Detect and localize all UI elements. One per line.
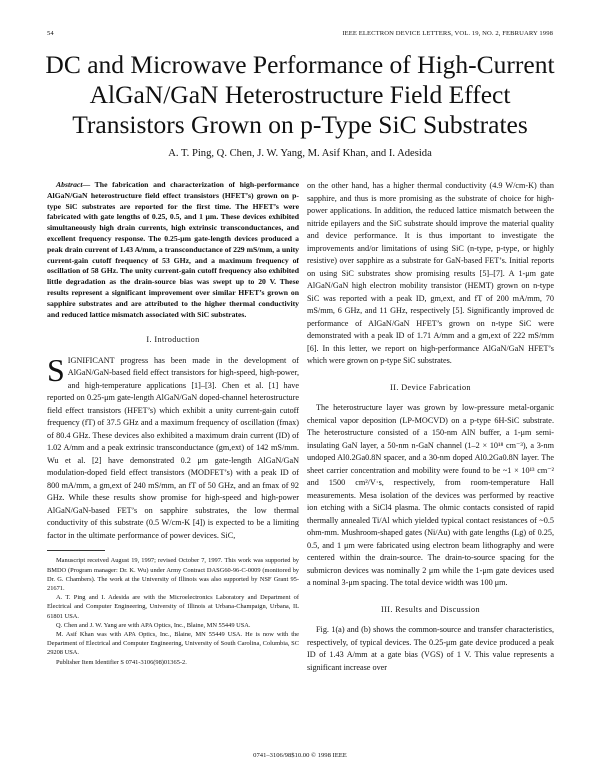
intro-paragraph <box>47 351 299 543</box>
left-column <box>47 180 299 667</box>
fabrication-paragraph: The heterostructure layer was grown by low-pressure metal-organic chemical vapor deposition (LP-MOCVD) on a p-type 6H-SiC substrate. The heterostructure consisted of a 150-nm AlN buffer, a 1-μm semi-insulating GaN layer, a 50-nm n-GaN channel (1–2 × 10¹⁸ cm⁻³), a 3-nm undoped Al0.2Ga0.8N spacer, and a 30-nm doped Al0.2Ga0.8N layer. The sheet carrier concentration and mobility were found to be ~1 × 10¹³ cm⁻² and 1500 cm²/V·s, respectively, from room-temperature Hall measurements. Mesa isolation of the devices was performed by reactive ion etching with a SiCl4 plasma. The ohmic contacts consisted of rapid thermally annealed Ti/Al which yielded typical contact resistances of ~0.5 ohm-mm. Mushroom-shaped gates (Ni/Au) with gate lengths (Lg) of 0.25, 0.5, and 1 μm were fabricated using electron beam lithography and were centered within the drain-source. The drain-to-source spacing for the submicron devices was nominally 2 μm while the 1-μm gate devices used a nominal 3-μm spacing. The total device width was 100 μm. <box>307 403 554 587</box>
paper-title: DC and Microwave Performance of High-Current AlGaN/GaN Heterostructure Field Effect Transistors Grown on p-Type SiC Substrates <box>45 50 555 139</box>
footnote-affiliation-khan: M. Asif Khan was with APA Optics, Inc., Blaine, MN 55449 USA. He is now with the Department of Electrical and Computer Engineering, University of South Carolina, Columbia, SC 29208 USA. <box>47 630 299 657</box>
copyright-footer: 0741–3106/98$10.00 © 1998 IEEE <box>253 752 347 759</box>
section-heading-introduction: I. Introduction <box>146 335 200 345</box>
results-paragraph: Fig. 1(a) and (b) shows the common-source and transfer characteristics, respectively, of typical devices. The 0.25-μm gate device produced a peak ID of 1.43 A/mm at a gate bias (VGS) of 1 V. This value represents a significant increase over <box>307 625 554 672</box>
author-list: A. T. Ping, Q. Chen, J. W. Yang, M. Asif Khan, and I. Adesida <box>168 148 432 159</box>
footnote-publisher-id: Publisher Item Identifier S 0741-3106(98)01365-2. <box>56 658 187 666</box>
journal-header: IEEE ELECTRON DEVICE LETTERS, VOL. 19, NO. 2, FEBRUARY 1998 <box>342 30 553 37</box>
drop-cap: S <box>47 351 65 388</box>
intro-continued-paragraph: on the other hand, has a higher thermal conductivity (4.9 W/cm-K) than sapphire, and thus is more promising as the substrate of choice for high-power applications. In addition, the reduced lattice mismatch between the nitride epilayers and the SiC substrate should improve the material quality and device performance. It is thus important to investigate the improvements and/or limitations of using SiC (n-type, p-type, or highly resistive) over sapphire as a substrate for GaN-based FET’s. Initial reports on using SiC substrates show promising results [5]–[7]. A 1-μm gate AlGaN/GaN high electron mobility transistor (HEMT) grown on n-type SiC was reported with a peak ID, gm,ext, and fT of 200 mA/mm, 70 mS/mm, 6 GHz, and 11 GHz, respectively [5]. Significantly improved dc performance of AlGaN/GaN HFET’s grown on n-type SiC were demonstrated with a peak ID of 1.71 A/mm and a gm,ext of 222 mS/mm [6]. In this letter, we report on high-performance AlGaN/GaN HFET’s which were grown on p-type SiC substrates. <box>307 181 554 365</box>
footnote-divider <box>47 550 105 551</box>
footnote-affiliation-illinois: A. T. Ping and I. Adesida are with the Microelectronics Laboratory and Department of Electrical and Computer Engineering, University of Illinois at Urbana-Champaign, Urbana, IL 61801 USA. <box>47 594 299 620</box>
footnote-affiliation-apa: Q. Chen and J. W. Yang are with APA Optics, Inc., Blaine, MN 55449 USA. <box>56 621 251 629</box>
section-heading-results: III. Results and Discussion <box>380 604 481 614</box>
footnote-received: Manuscript received August 19, 1997; revised October 7, 1997. This work was supported by BMDO (Program manager: Dr. K. Wu) under Army Contract DASG60-96-C-0009 (monitored by Dr. G. Chambers). The work at the University of Illinois was also supported by NSF Grant 95-21671. <box>47 557 299 592</box>
right-column <box>307 180 554 674</box>
abstract-text: The fabrication and characterization of high-performance AlGaN/GaN heterostructure field effect transistors (HFET’s) grown on p-type SiC substrates are reported for the first time. The HFET’s were fabricated with gate lengths of 0.25, 0.5, and 1 μm. These devices exhibited simultaneously high drain currents, high extrinsic transconductances, and excellent frequency response. The 0.25-μm gate-length devices produced a peak drain current of 1.43 A/mm, a transconductance of 229 mS/mm, a unity current-gain cutoff frequency of 53 GHz, and a maximum frequency of oscillation of 58 GHz. The unity current-gain cutoff frequency also exhibited little degradation as the drain-source bias was swept up to 20 V. These results represent a significant improvement over similar HFET’s grown on sapphire substrates and are attributed to the higher thermal conductivity and reduced lattice mismatch associated with SiC substrates. <box>47 180 299 319</box>
intro-text: IGNIFICANT progress has been made in the development of AlGaN/GaN-based field effect transistors for high-speed, high-power, and high-temperature applications [1]–[3]. Chen et al. [1] have reported on 0.25-μm gate-length AlGaN/GaN doped-channel heterostructure field effect transistors (HFET’s) which exhibit a unity current-gain cutoff frequency (fT) of 37.5 GHz and a maximum frequency of oscillation (fmax) of 80.4 GHz. These devices also exhibited a maximum drain current (ID) of 1.02 A/mm and a peak extrinsic transconductance (gm,ext) of 142 mS/mm. Wu et al. [2] have demonstrated 0.2 μm gate-length AlGaN/GaN modulation-doped field effect transistors (MODFET’s) with a peak ID of 800 mA/mm, a gm,ext of 240 mS/mm, an fT of 50 GHz, and an fmax of 92 GHz. While these results show promise for high-speed and high-power AlGaN/GaN-based FET’s on sapphire substrates, the low thermal conductivity of this substrate (0.5 W/cm-K [4]) is expected to be a limiting factor in the ultimate performance of power devices. SiC, <box>47 355 299 540</box>
page-number: 54 <box>47 30 54 37</box>
abstract <box>47 180 299 320</box>
abstract-label: Abstract— <box>56 180 91 189</box>
section-heading-fabrication: II. Device Fabrication <box>390 382 471 392</box>
